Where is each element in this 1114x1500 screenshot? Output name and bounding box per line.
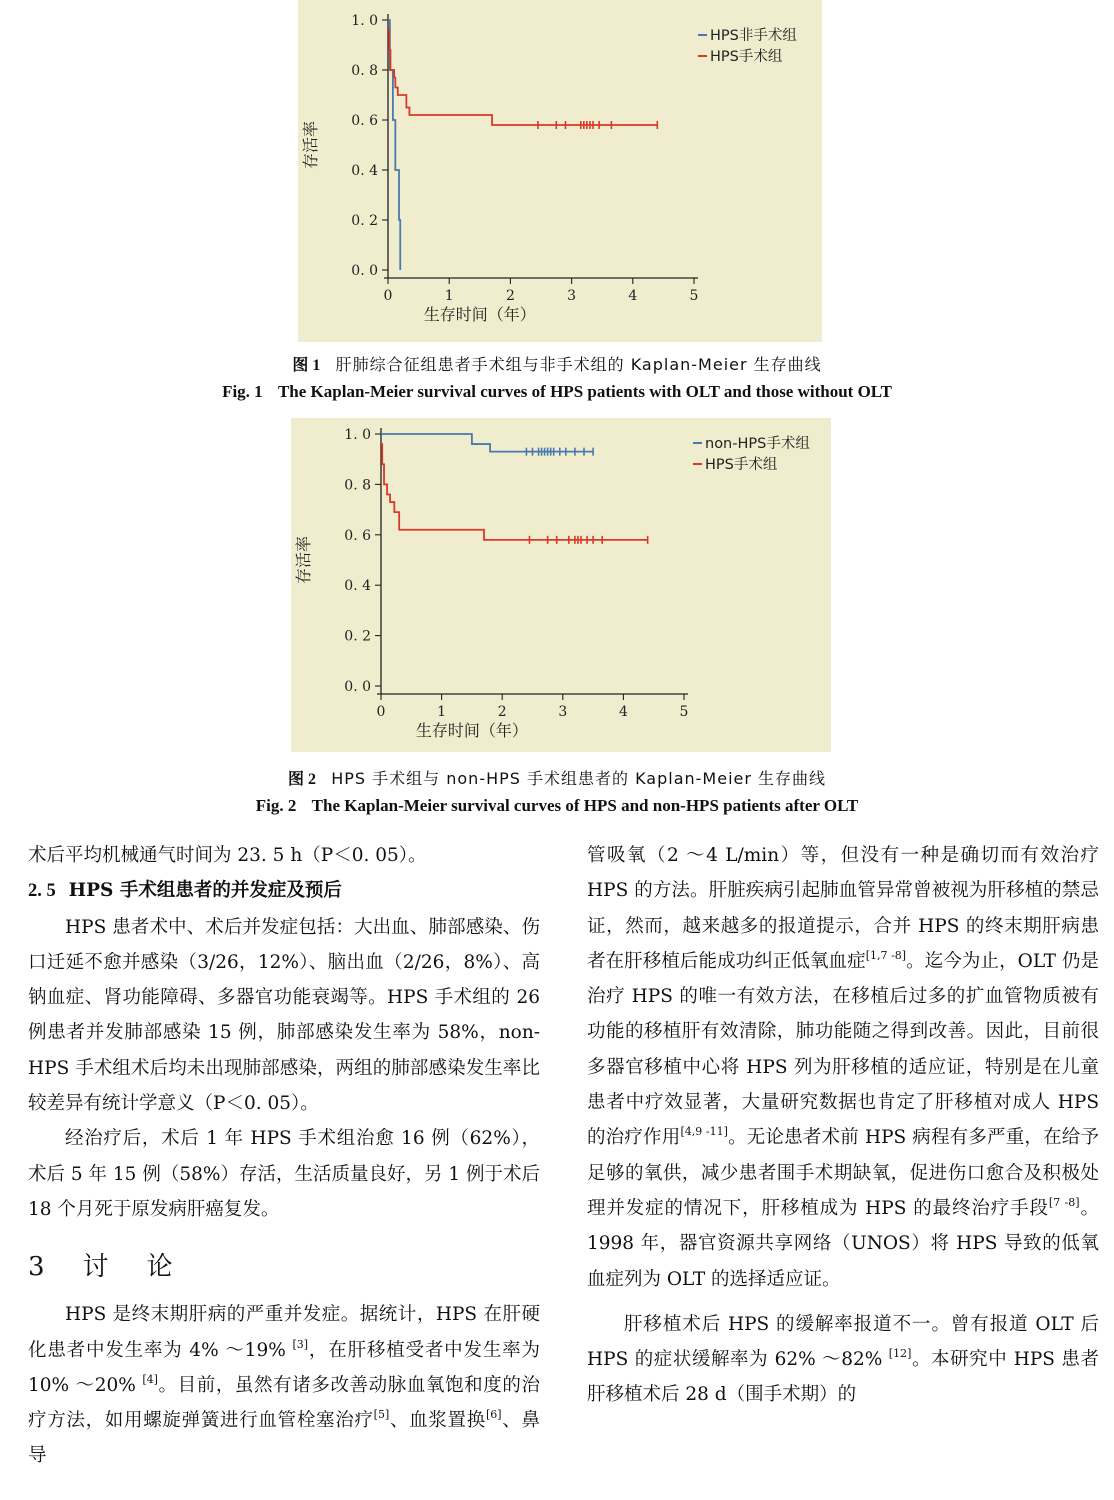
text-run: 。迄今为止，OLT 仍是治疗 HPS 的唯一有效方法，在移植后过多的扩血管物质被有功能的移植肝有效清除，肺功能随之得到改善。因此，目前很多器官移植中心将 HPS 列为肝移植的适应证，特别是在儿童患者中疗效显著，大量研究数据也肯定了肝移植对成人 HPS 的治疗作用 — [587, 950, 1099, 1149]
figure-2-label-cn: 图 2 — [287, 771, 316, 788]
left-text-column — [28, 838, 540, 1474]
paragraph-complications: HPS 患者术中、术后并发症包括：大出血、肺部感染、伤口迁延不愈并感染（3/26，12%）、脑出血（2/26，8%）、高钠血症、肾功能障碍、多器官功能衰竭等。HPS 手术组的 26 例患者并发肺部感染 15 例，肺部感染发生率为 58%，non-HPS 手术组术后均未出现肺部感染，两组的肺部感染发生率比较差异有统计学意义（P＜0. 05）。 — [28, 916, 540, 1115]
section-2-5-heading — [28, 873, 540, 909]
y-tick-label: 0. 6 — [351, 113, 378, 129]
km-curve-2 — [388, 30, 657, 125]
y-tick-label: 0. 0 — [344, 679, 371, 695]
text-run: 、血浆置换 — [389, 1410, 486, 1432]
paragraph-ventilation: 术后平均机械通气时间为 23. 5 h（P＜0. 05）。 — [28, 845, 427, 866]
figure-2-title-cn: HPS 手术组与 non-HPS 手术组患者的 Kaplan-Meier 生存曲线 — [331, 769, 827, 788]
km-curve-1 — [381, 434, 593, 452]
paragraph-discussion-2 — [587, 838, 1099, 1297]
text-run: 、鼻导 — [28, 1410, 540, 1467]
x-tick-label: 2 — [505, 288, 515, 304]
x-axis-label: 生存时间（年） — [415, 721, 528, 740]
right-text-column — [587, 838, 1099, 1413]
citation-ref: [3] — [292, 1337, 309, 1351]
x-tick-label: 3 — [567, 288, 577, 304]
figure-2-chart — [291, 418, 831, 752]
x-tick-label: 0 — [376, 704, 386, 720]
km-curve-2 — [381, 444, 648, 540]
citation-ref: [1,7 -8] — [865, 948, 907, 962]
paragraph-remission — [587, 1307, 1099, 1413]
y-tick-label: 0. 8 — [344, 477, 371, 494]
figure-1-caption-cn — [0, 352, 1114, 375]
figure-1-label-en: Fig. 1 — [222, 382, 263, 401]
y-tick-label: 1. 0 — [344, 427, 371, 443]
figure-2-title-en: The Kaplan-Meier survival curves of HPS and non-HPS patients after OLT — [311, 796, 859, 815]
y-tick-label: 1. 0 — [351, 13, 378, 29]
y-tick-label: 0. 2 — [351, 213, 378, 229]
x-tick-label: 5 — [679, 704, 689, 720]
text-run: 肝移植术后 HPS 的缓解率报道不一。曾有报道 OLT 后 HPS 的症状缓解率为 62% ～82% — [587, 1313, 1099, 1371]
figure-2-caption-cn — [0, 766, 1114, 789]
legend-label: HPS手术组 — [710, 49, 783, 65]
legend-label: HPS非手术组 — [710, 28, 797, 44]
figure-1-label-cn: 图 1 — [292, 357, 321, 374]
section-2-5-number: 2. 5 — [28, 881, 56, 902]
x-axis-label: 生存时间（年） — [423, 305, 536, 324]
legend-label: HPS手术组 — [705, 457, 778, 473]
text-run: HPS 是终末期肝病的严重并发症。据统计，HPS 在肝硬化患者中发生率为 4% ～19% — [28, 1304, 540, 1361]
y-axis-label: 存活率 — [301, 120, 320, 170]
text-run: 。1998 年，器官资源共享网络（UNOS）将 HPS 导致的低氧血症列为 OLT 的选择适应证。 — [587, 1197, 1099, 1290]
text-run: 。无论患者术前 HPS 病程有多严重，在给予足够的氧供，减少患者围手术期缺氧，促进伤口愈合及积极处理并发症的情况下，肝移植成为 HPS 的最终治疗手段 — [587, 1127, 1099, 1219]
figure-2-caption-en — [0, 796, 1114, 816]
figure-2-svg — [291, 418, 831, 752]
figure-1-title-cn: 肝肺综合征组患者手术组与非手术组的 Kaplan-Meier 生存曲线 — [335, 355, 822, 374]
text-run: ，在肝移植受者中发生率为 10% ～20% — [28, 1339, 540, 1396]
text-run: 管吸氧（2 ～4 L/min）等，但没有一种是确切而有效治疗 HPS 的方法。肝脏疾病引起肺血管异常曾被视为肝移植的禁忌证，然而，越来越多的报道提示，合并 HPS 的终末期肝病患者在肝移植后能成功纠正低氧血症 — [587, 845, 1099, 972]
paragraph-discussion-1 — [28, 1297, 540, 1473]
x-tick-label: 1 — [437, 704, 447, 720]
legend-label: non-HPS手术组 — [705, 436, 810, 452]
section-3-heading: 3 讨 论 — [28, 1252, 179, 1283]
citation-ref: [4] — [142, 1372, 158, 1386]
citation-ref: [6] — [485, 1408, 502, 1422]
x-tick-label: 4 — [628, 288, 638, 304]
x-tick-label: 2 — [497, 704, 507, 720]
x-tick-label: 4 — [618, 704, 628, 720]
figure-1-title-en: The Kaplan-Meier survival curves of HPS patients with OLT and those without OLT — [277, 382, 892, 401]
figure-1-svg — [298, 0, 822, 342]
section-2-5-title: HPS 手术组患者的并发症及预后 — [68, 880, 342, 902]
y-tick-label: 0. 6 — [344, 527, 371, 544]
y-tick-label: 0. 2 — [344, 628, 371, 645]
figure-2-label-en: Fig. 2 — [255, 796, 297, 815]
x-tick-label: 3 — [558, 704, 568, 720]
x-tick-label: 1 — [444, 288, 454, 304]
citation-ref: [7 -8] — [1048, 1195, 1080, 1209]
y-tick-label: 0. 4 — [351, 163, 378, 179]
y-axis-label: 存活率 — [294, 535, 313, 585]
paragraph-prognosis: 经治疗后，术后 1 年 HPS 手术组治愈 16 例（62%），术后 5 年 15 例（58%）存活，生活质量良好，另 1 例于术后 18 个月死于原发病肝癌复发。 — [28, 1128, 540, 1220]
x-tick-label: 0 — [383, 288, 393, 304]
citation-ref: [5] — [373, 1408, 390, 1422]
figure-1-caption-en — [0, 382, 1114, 402]
citation-ref: [12] — [888, 1347, 912, 1361]
text-run: 。目前，虽然有诸多改善动脉血氧饱和度的治疗方法，如用螺旋弹簧进行血管栓塞治疗 — [28, 1374, 540, 1432]
y-tick-label: 0. 0 — [351, 263, 378, 279]
y-tick-label: 0. 4 — [344, 578, 371, 595]
figure-1-chart — [298, 0, 822, 342]
x-tick-label: 5 — [689, 288, 699, 304]
citation-ref: [4,9 -11] — [680, 1125, 728, 1139]
y-tick-label: 0. 8 — [351, 63, 378, 79]
text-run: 。本研究中 HPS 患者肝移植术后 28 d（围手术期）的 — [587, 1349, 1099, 1406]
